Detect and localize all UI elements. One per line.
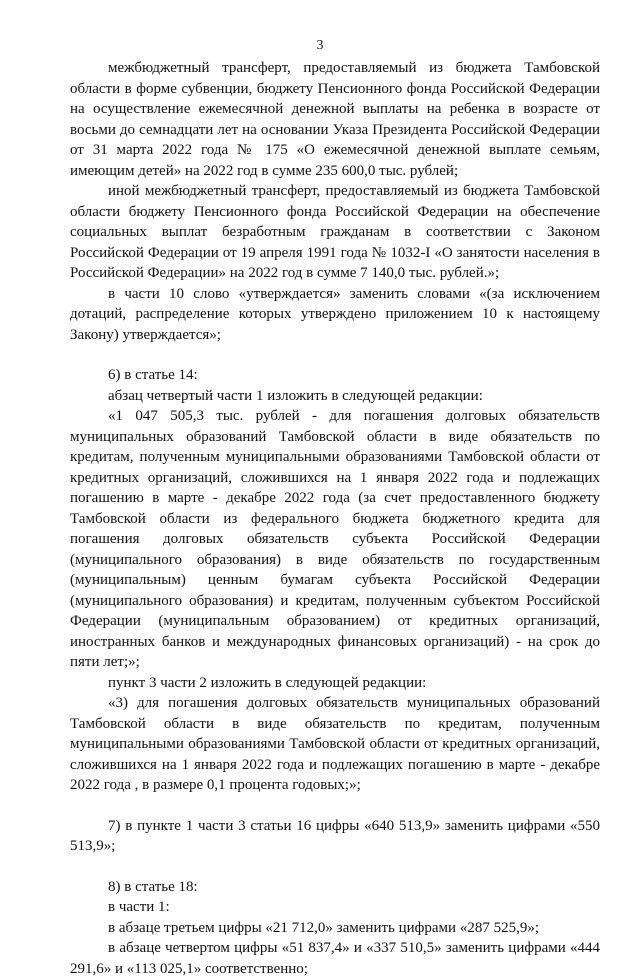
document-paragraph: в части 10 слово «утверждается» заменить словами «(за исключением дотаций, распределение которых утверждено приложением 10 к настоящему Закону) утверждается»; — [70, 285, 600, 343]
document-paragraph: 8) в статье 18: — [108, 878, 198, 895]
page-number: 3 — [316, 38, 324, 53]
document-paragraph: «1 047 505,3 тыс. рублей - для погашения долговых обязательств муниципальных образований Тамбовской области в виде обязательств по кредитам, полученным муниципальными образованиями Тамбовской области от кредитных организаций, сложившихся на 1 января 2022 года и подлежащих погашению в марте - декабре 2022 года (за счет предоставленного бюджету Тамбовской области из федерального бюджета бюджетного кредита для погашения долговых обязательств субъекта Российской Федерации (муниципального образования) в виде обязательств по государственным (муниципальным) ценным бумагам субъекта Российской Федерации (муниципального образования) и кредитам, полученным субъектом Российской Федерации (муниципальным образованием) от кредитных организаций, иностранных банков и международных финансовых организаций) - на срок до пяти лет;»; — [70, 408, 600, 670]
document-paragraph: межбюджетный трансферт, предоставляемый из бюджета Тамбовской области в форме субвенции, бюджету Пенсионного фонда Российской Федерации на осуществление ежемесячной денежной выплаты на ребенка в возрасте от восьми до семнадцати лет на основании Указа Президента Российской Федерации от 31 марта 2022 года № 175 «О ежемесячной денежной выплате семьям, имеющим детей» на 2022 год в сумме 235 600,0 тыс. рублей; — [70, 60, 600, 179]
document-paragraph: «3) для погашения долговых обязательств муниципальных образований Тамбовской области в виде обязательств по кредитам, полученным муниципальными образованиями Тамбовской области от кредитных организаций, сложившихся на 1 января 2022 года и подлежащих погашению в марте - декабре 2022 года , в размере 0,1 процента годовых;»; — [70, 695, 600, 793]
document-paragraph: в абзаце четвертом цифры «51 837,4» и «337 510,5» заменить цифрами «444 291,6» и «113 025,1» соответственно; — [70, 940, 600, 977]
document-paragraph: абзац четвертый части 1 изложить в следующей редакции: — [108, 387, 483, 404]
document-body — [70, 58, 600, 979]
document-paragraph: иной межбюджетный трансферт, предоставляемый из бюджета Тамбовской области бюджету Пенсионного фонда Российской Федерации на обеспечение социальных выплат безработным гражданам в соответствии с Законом Российской Федерации от 19 апреля 1991 года № 1032-I «О занятости населения в Российской Федерации» на 2022 год в сумме 7 140,0 тыс. рублей.»; — [70, 183, 600, 281]
document-paragraph: пункт 3 части 2 изложить в следующей редакции: — [108, 674, 427, 691]
document-paragraph: 7) в пункте 1 части 3 статьи 16 цифры «640 513,9» заменить цифрами «550 513,9»; — [70, 817, 600, 854]
document-paragraph: в абзаце третьем цифры «21 712,0» заменить цифрами «287 525,9»; — [108, 919, 539, 936]
document-paragraph: 6) в статье 14: — [108, 367, 198, 383]
document-paragraph: в части 1: — [108, 899, 170, 915]
